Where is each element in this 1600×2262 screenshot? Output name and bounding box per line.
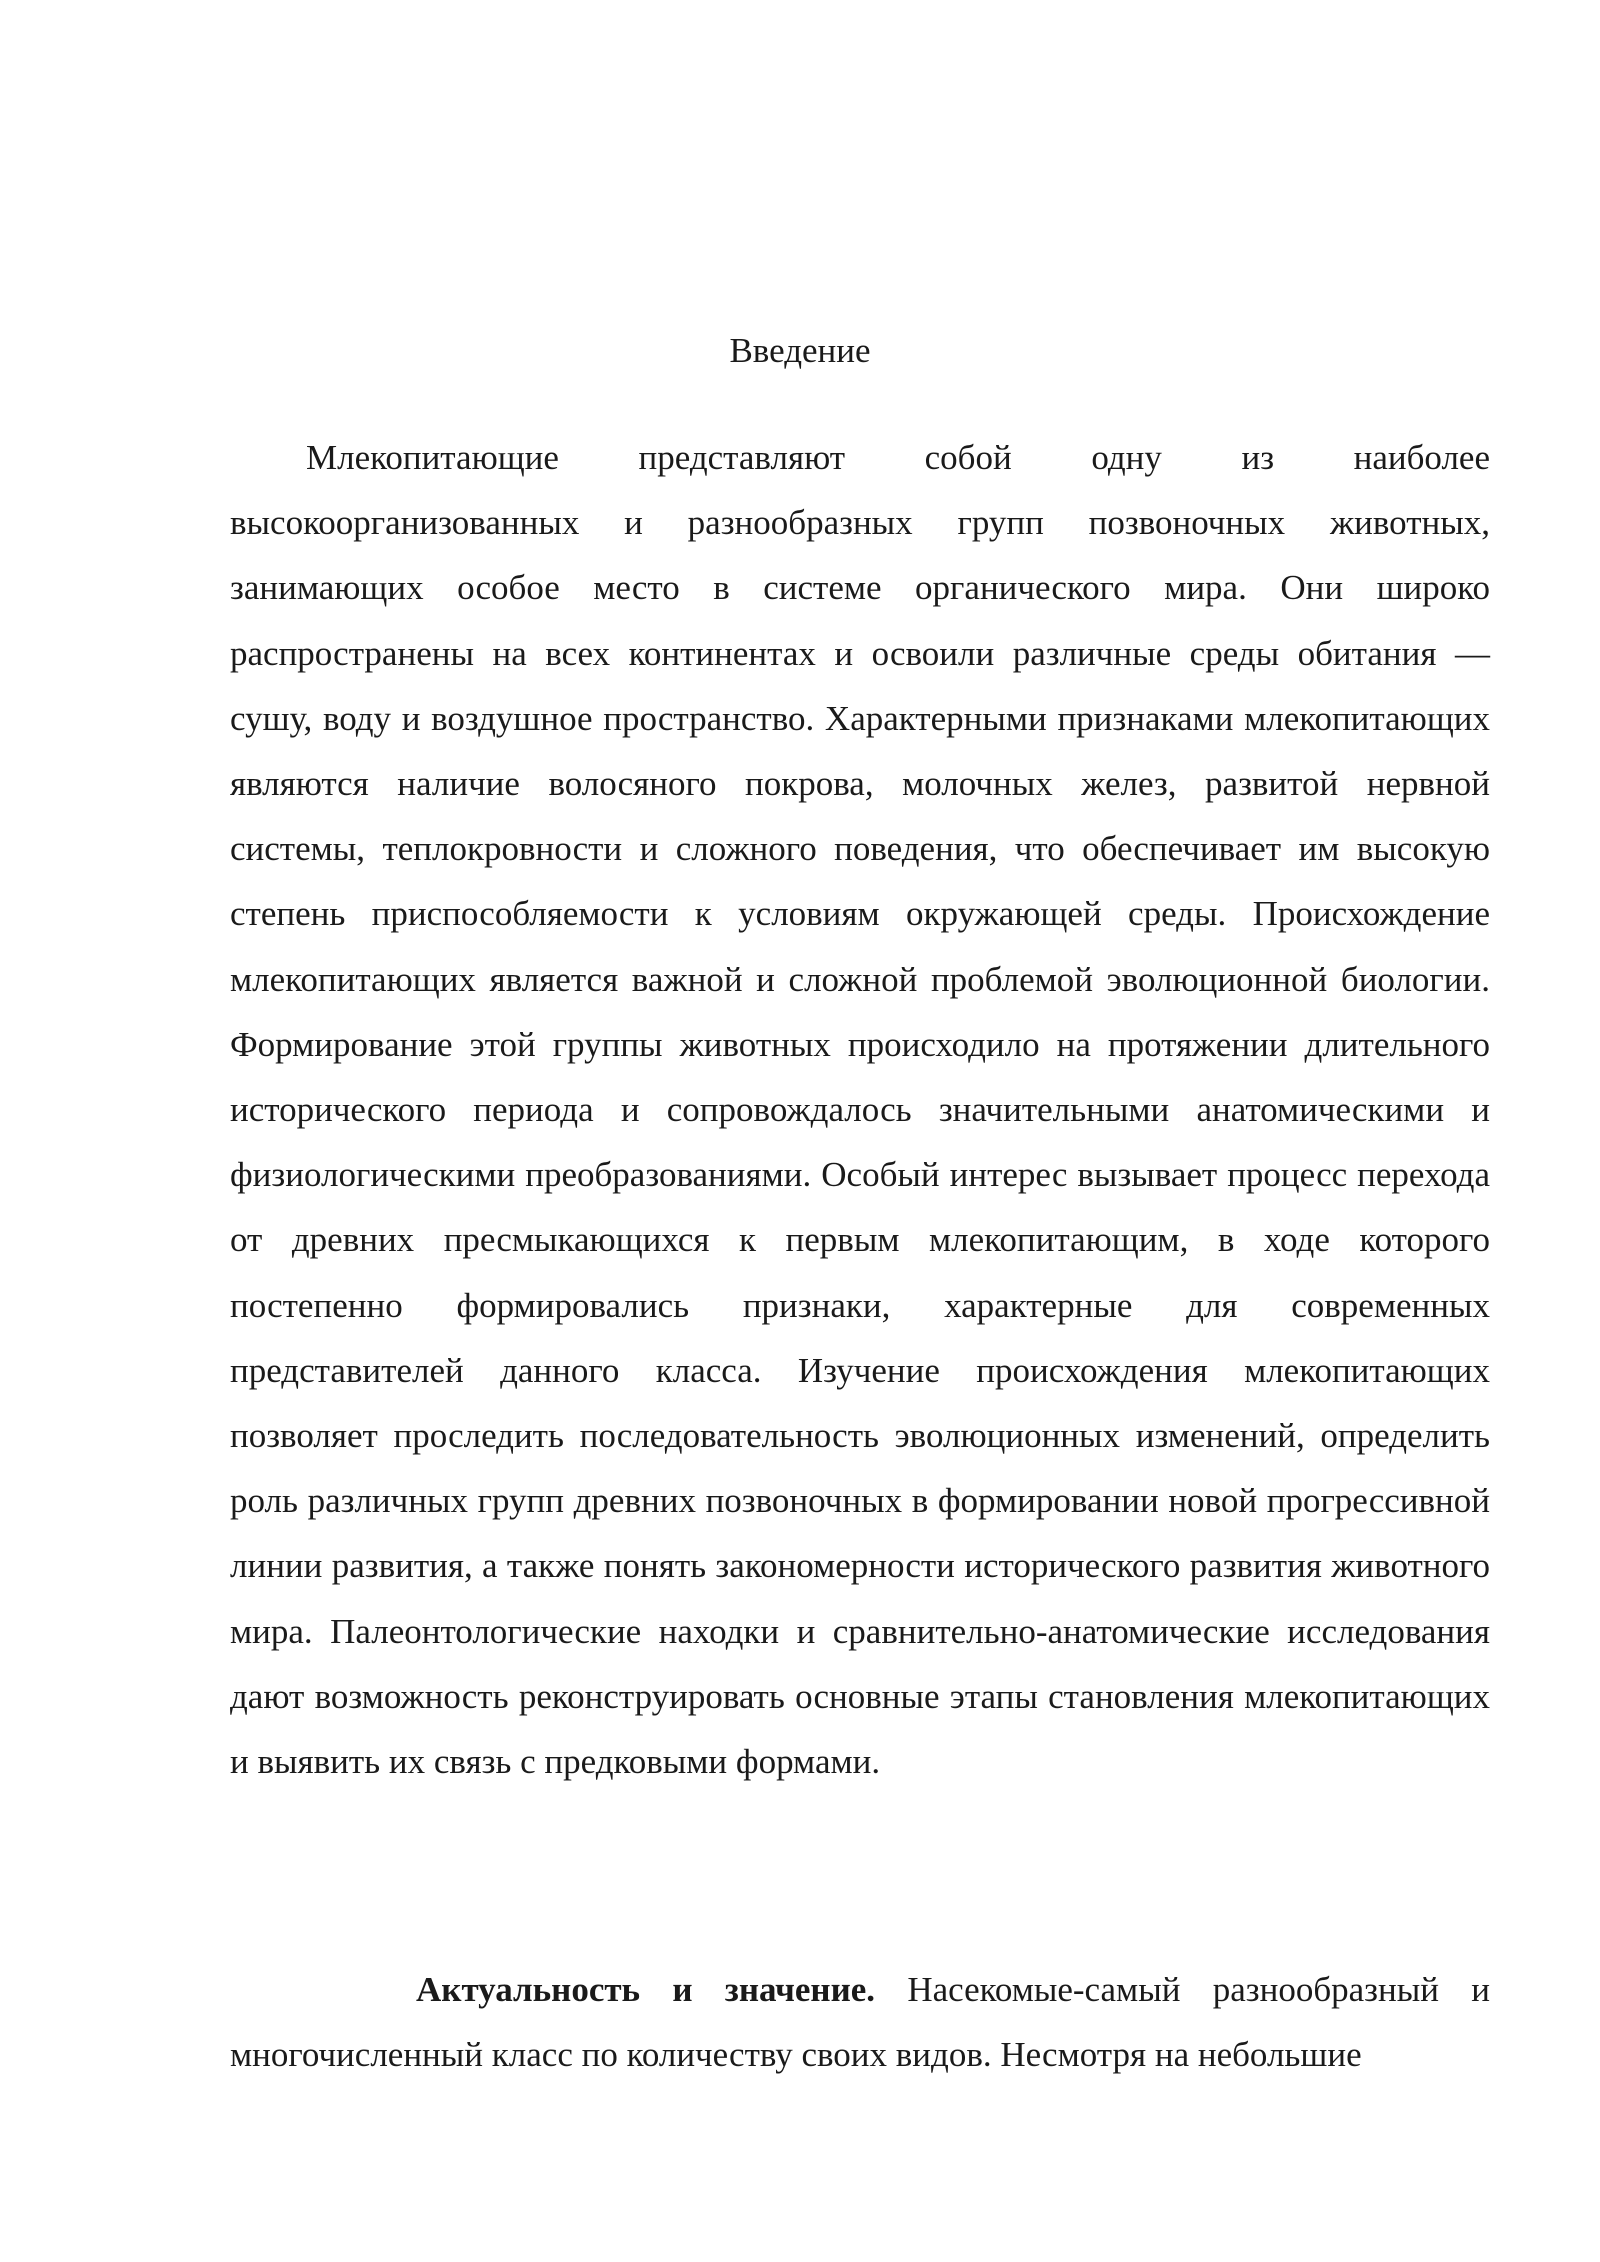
relevance-paragraph [230,1957,1490,2087]
section-heading: Введение [729,331,871,370]
relevance-text: Насекомые-самый разнообразный и многочисленный класс по количеству своих видов. Несмотря на небольшие [230,1970,1490,2075]
introduction-paragraph: Млекопитающие представляют собой одну из наиболее высокоорганизованных и разнообразных групп позвоночных животных, занимающих особое место в системе органического мира. Они широко распространены на всех континентах и освоили различные среды обитания — сушу, воду и воздушное пространство. Характерными признаками млекопитающих являются наличие волосяного покрова, молочных желез, развитой нервной системы, теплокровности и сложного поведения, что обеспечивает им высокую степень приспособляемости к условиям окружающей среды. Происхождение млекопитающих является важной и сложной проблемой эволюционной биологии. Формирование этой группы животных происходило на протяжении длительного исторического периода и сопровождалось значительными анатомическими и физиологическими преобразованиями. Особый интерес вызывает процесс перехода от древних пресмыкающихся к первым млекопитающим, в ходе которого постепенно формировались признаки, характерные для современных представителей данного класса. Изучение происхождения млекопитающих позволяет проследить последовательность эволюционных изменений, определить роль различных групп древних позвоночных в формировании новой прогрессивной линии развития, а также понять закономерности исторического развития животного мира. Палеонтологические находки и сравнительно-анатомические исследования дают возможность реконструировать основные этапы становления млекопитающих и выявить их связь с предковыми формами. [230,438,1490,1782]
relevance-lead: Актуальность и значение. [416,1970,876,2009]
